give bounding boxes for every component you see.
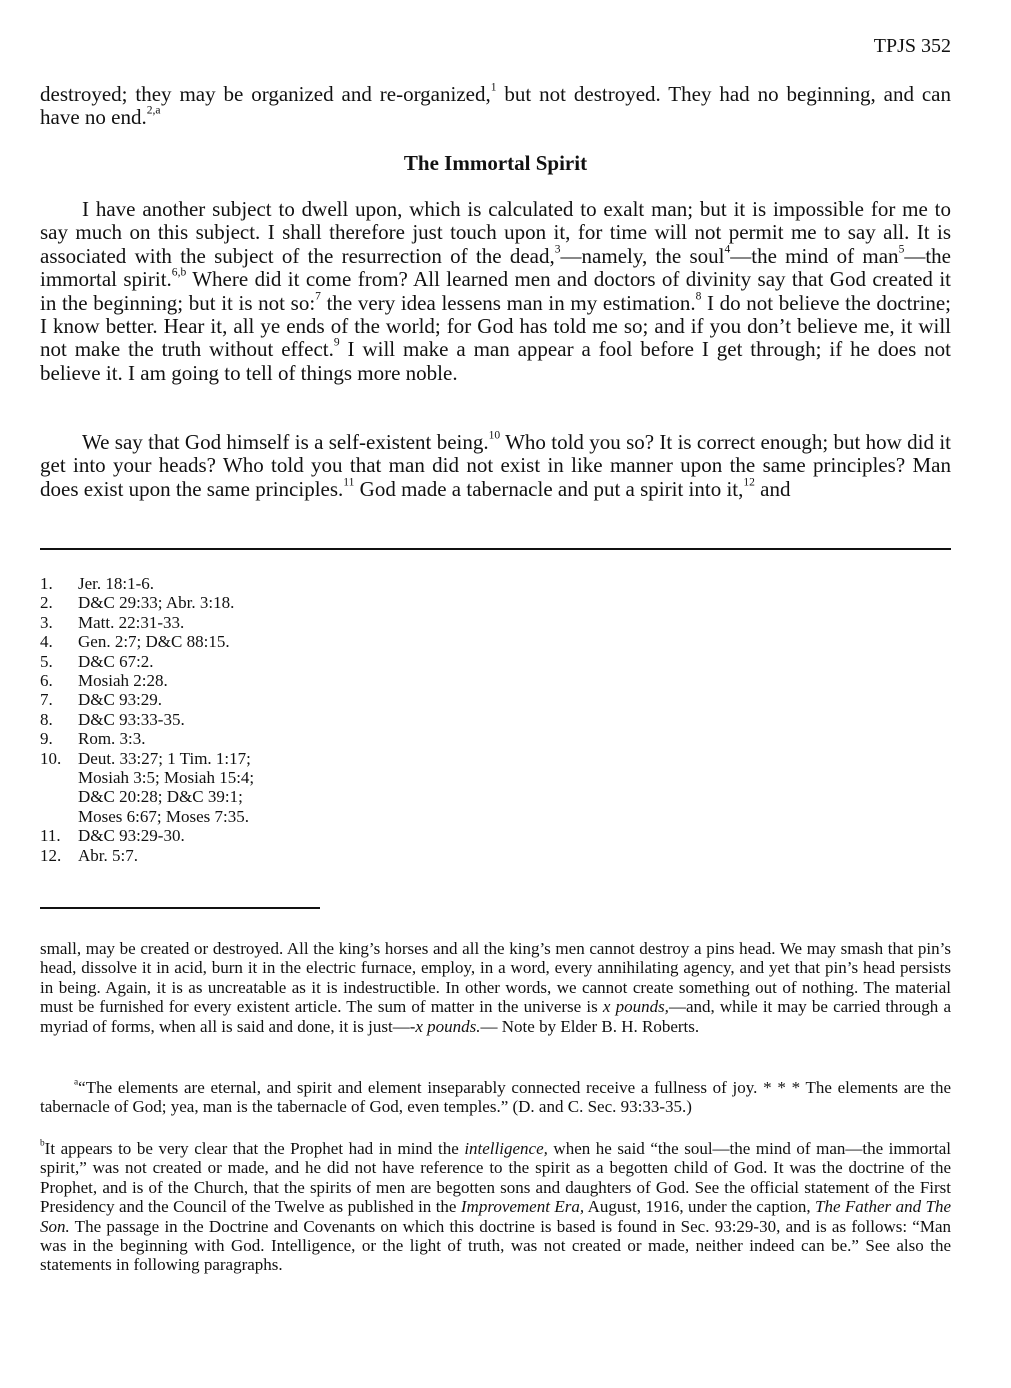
reference-item: 5. D&C 67:2. xyxy=(40,651,154,671)
reference-item: 7. D&C 93:29. xyxy=(40,690,163,710)
page-header-reference: TPJS 352 xyxy=(873,35,951,57)
footnote-ref-8[interactable]: 8 xyxy=(695,290,702,303)
reference-item: 9. Rom. 3:3. xyxy=(40,729,146,749)
reference-item: 11. D&C 93:29-30. xyxy=(40,826,185,846)
footnote-continuation: small, may be created or destroyed. All the king’s horses and all the king’s men cannot destroy a pins head. We may smash that pin’s head, dissolve it in acid, burn it in the electric furnace, employ, in a word, every annihilating agency, and yet that pin’s head persists in being. Again, it is as uncreatable as it is indestructible. In other words, we cannot create something out of nothing. The material must be furnished for every existent article. The sum of matter in the universe is x pounds,—and, while it may be carried through a myriad of forms, when all is said and done, it is just—-x pounds.— Note by Elder B. H. Roberts. xyxy=(40,939,951,1036)
continuation-paragraph: destroyed; they may be organized and re-organized,$^1$ but not destroyed. They had no beginning, and can have no end.$^{2,a}$ xyxy=(40,81,951,130)
body-paragraph-1: I have another subject to dwell upon, which is calculated to exalt man; but it is impossible for me to say much on this subject. I shall therefore just touch upon it, for time will not permit me to say all. It is associated with the subject of the resurrection of the dead,$^3$—namely, the soul$^4$—the mind of man$^5$—the immortal spirit.$^{6,b}$ Where did it come from? All learned men and doctors of divinity say that God created it in the beginning; but it is not so:$^7$ the very idea lessens man in my estimation.$^8$ I do not believe the doctrine; I know better. Hear it, all ye ends of the world; for God has told me so; and if you don’t believe me, it will not make the truth without effect.$^9$ I will make a man appear a fool before I get through; if he does not believe it. I am going to tell of things more noble. xyxy=(40,197,952,385)
reference-item: 2. D&C 29:33; Abr. 3:18. xyxy=(40,593,235,613)
reference-item: 6. Mosiah 2:28. xyxy=(40,671,168,691)
footnote-b: $^b$It appears to be very clear that the Prophet had in mind the intelligence, when he said “the soul—the mind of man—the immortal spirit,” was not created or made, and he did not have reference to the spirit as a begotten child of God. It was the doctrine of the Prophet, and is of the Church, that the spirits of men are begotten sons and daughters of God. See the official statement of the First Presidency and the Council of the Twelve as published in the Improvement Era, August, 1916, under the caption, The Father and The Son. The passage in the Doctrine and Covenants on which this doctrine is based is found in Sec. 93:29-30, and is as follows: “Man was in the beginning with God. Intelligence, or the light of truth, was not created or made, neither indeed can be.” See also the statements in following paragraphs. xyxy=(40,1138,952,1275)
footnote-mark-b: b xyxy=(40,1138,45,1149)
section-title: The Immortal Spirit xyxy=(403,151,588,175)
footnote-ref-6b[interactable]: 6,b xyxy=(171,266,187,279)
reference-item: 8. D&C 93:33-35. xyxy=(40,709,185,729)
body-paragraph-2: We say that God himself is a self-existent being.$^{10}$ Who told you so? It is correct enough; but how did it get into your heads? Who told you that man did not exist in like manner upon the same principles? Man does exist upon the same principles.$^{11}$ God made a tabernacle and put a spirit into it,$^{12}$ and xyxy=(40,429,951,501)
footnote-ref-11[interactable]: 11 xyxy=(343,476,355,489)
section-divider xyxy=(40,548,951,550)
footnote-ref-12[interactable]: 12 xyxy=(743,476,755,489)
reference-item: 1. Jer. 18:1-6. xyxy=(40,574,155,593)
reference-item: 12. Abr. 5:7. xyxy=(40,845,138,865)
footnote-ref-1[interactable]: 1 xyxy=(490,81,497,94)
footnote-ref-10[interactable]: 10 xyxy=(488,429,501,442)
footnote-ref-2a[interactable]: 2,a xyxy=(146,105,161,118)
footnote-a: $^a$“The elements are eternal, and spirit and element inseparably connected receive a fullness of joy. * * * The elements are the tabernacle of God; yea, man is the tabernacle of God, even temples.” (D. and C. Sec. 93:33-35.) xyxy=(40,1077,951,1117)
footnote-ref-7[interactable]: 7 xyxy=(315,290,321,303)
footnote-mark-a: a xyxy=(74,1077,79,1088)
footnote-ref-5[interactable]: 5 xyxy=(898,243,905,256)
reference-item: 4. Gen. 2:7; D&C 88:15. xyxy=(40,632,230,652)
reference-item: 3. Matt. 22:31-33. xyxy=(40,612,185,632)
scripture-reference-list xyxy=(40,574,440,865)
reference-item: 10. Deut. 33:27; 1 Tim. 1:17; Mosiah 3:5; Mosiah 15:4; D&C 20:28; D&C 39:1; Moses 6:67; Moses 7:35. xyxy=(40,748,255,826)
footnote-ref-9[interactable]: 9 xyxy=(333,337,340,350)
footnote-ref-3[interactable]: 3 xyxy=(554,243,561,256)
footnote-ref-4[interactable]: 4 xyxy=(724,243,731,256)
footnote-divider xyxy=(40,907,320,909)
